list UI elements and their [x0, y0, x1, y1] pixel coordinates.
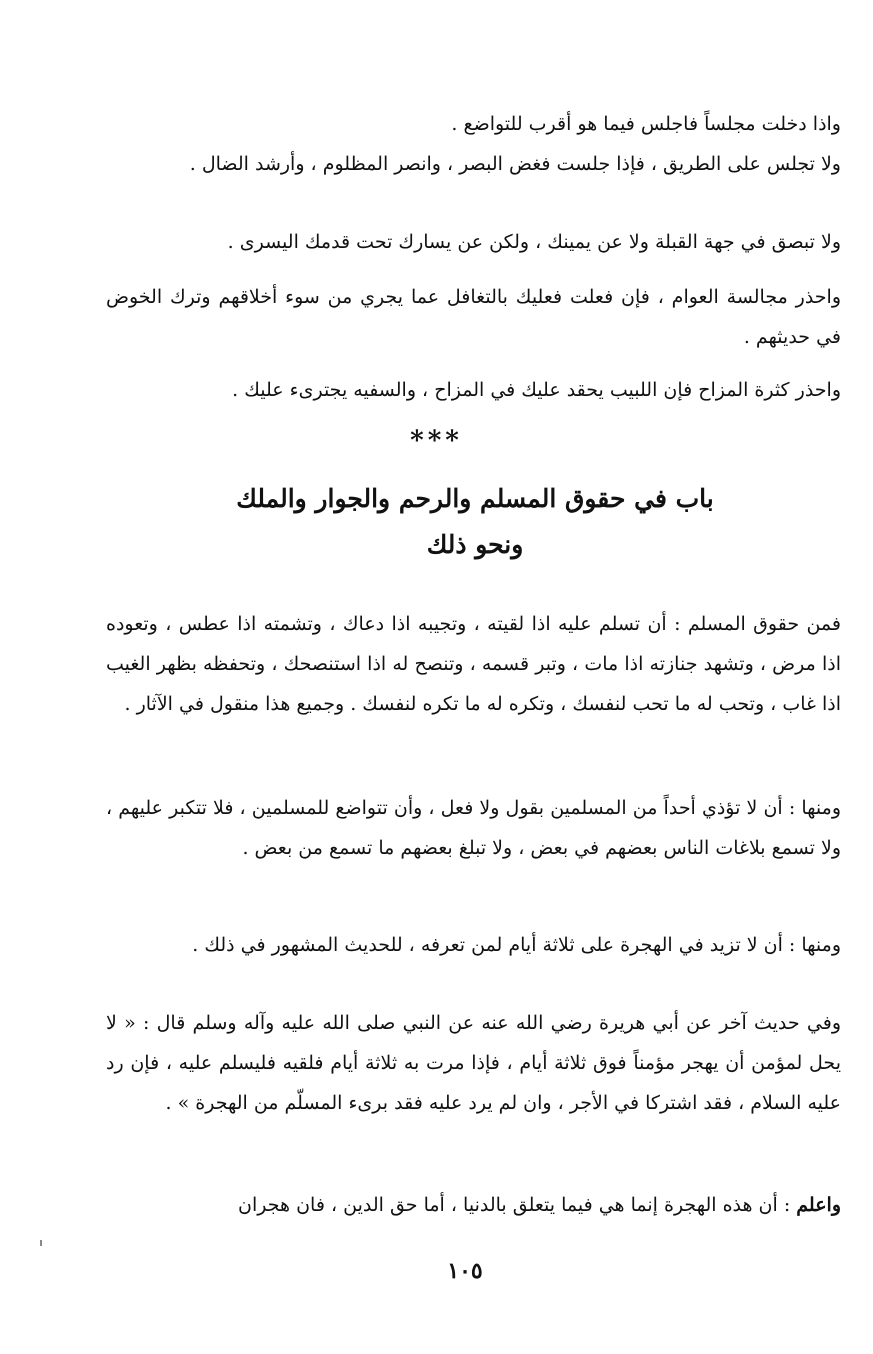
margin-mark [40, 1240, 42, 1246]
section-separator: *** [410, 426, 463, 456]
paragraph-sitting-humility: واذا دخلت مجلساً فاجلس فيما هو أقرب للتواضع . [451, 113, 841, 135]
paragraph-body: : أن هذه الهجرة إنما هي فيما يتعلق بالدنيا ، أما حق الدين ، فان هجران [238, 1194, 797, 1216]
section-heading-line-1: باب في حقوق المسلم والرحم والجوار والملك [236, 484, 714, 513]
page-number: ١٠٥ [447, 1258, 483, 1284]
paragraph-common-people: واحذر مجالسة العوام ، فإن فعلت فعليك بالتغافل عما يجري من سوء أخلاقهم وترك الخوض في حديثهم . [106, 286, 841, 348]
paragraph-hijra-three-days: ومنها : أن لا تزيد في الهجرة على ثلاثة أيام لمن تعرفه ، للحديث المشهور في ذلك . [192, 934, 841, 956]
paragraph-no-harm: ومنها : أن لا تؤذي أحداً من المسلمين بقول ولا فعل ، وأن تتواضع للمسلمين ، فلا تتكبر عليهم ، ولا تسمع بلاغات الناس بعضهم في بعض ، ولا تبلغ بعضهم ما تسمع من بعض . [106, 797, 841, 859]
paragraph-rights-of-muslim: فمن حقوق المسلم : أن تسلم عليه اذا لقيته ، وتجيبه اذا دعاك ، وتشمته اذا عطس ، وتعوده اذا مرض ، وتشهد جنازته اذا مات ، وتبر قسمه ، وتنصح له اذا استنصحك ، وتحفظه بظهر الغيب اذا غاب ، وتحب له ما تحب لنفسك ، وتكره له ما تكره لنفسك . وجميع هذا منقول في الآثار . [106, 613, 841, 715]
paragraph-lead-word: واعلم [796, 1194, 841, 1216]
paragraph-road-etiquette: ولا تجلس على الطريق ، فإذا جلست فغض البصر ، وانصر المظلوم ، وأرشد الضال . [189, 153, 841, 175]
paragraph-know-that [106, 1185, 841, 1225]
paragraph-joking: واحذر كثرة المزاح فإن اللبيب يحقد عليك في المزاح ، والسفيه يجترىء عليك . [232, 379, 841, 401]
paragraph-spitting-etiquette: ولا تبصق في جهة القبلة ولا عن يمينك ، ولكن عن يسارك تحت قدمك اليسرى . [227, 231, 841, 253]
paragraph-hadith-abu-huraira: وفي حديث آخر عن أبي هريرة رضي الله عنه عن النبي صلى الله عليه وآله وسلم قال : « لا يحل لمؤمن أن يهجر مؤمناً فوق ثلاثة أيام ، فإذا مرت به ثلاثة أيام فلقيه فليسلم عليه ، فإن رد عليه السلام ، فقد اشتركا في الأجر ، وان لم يرد عليه فقد برىء المسلّم من الهجرة » . [106, 1012, 841, 1114]
section-heading-line-2: ونحو ذلك [426, 530, 524, 559]
